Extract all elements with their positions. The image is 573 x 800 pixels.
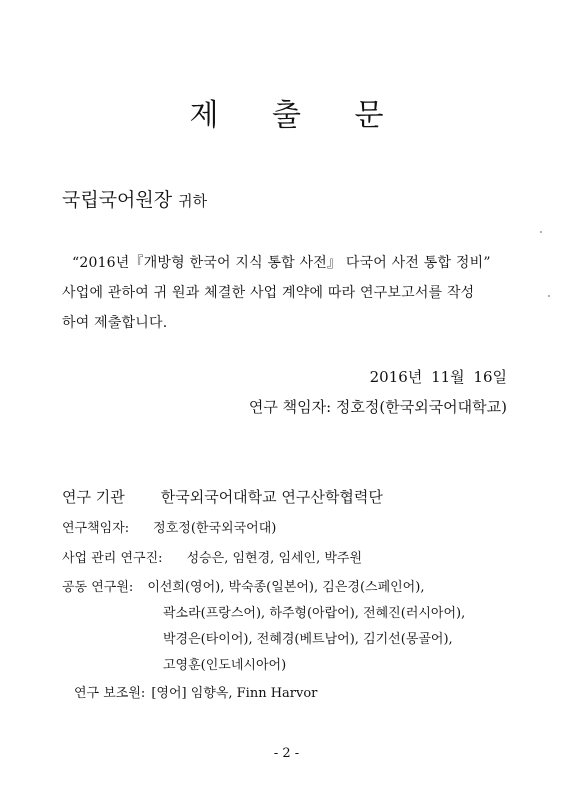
body-line-2: 사업에 관하여 귀 원과 체결한 사업 계약에 따라 연구보고서를 작성	[62, 285, 475, 301]
organization-row	[62, 486, 383, 507]
assistants-row	[74, 682, 317, 701]
document-title: 제 출 문	[189, 98, 406, 133]
co-researchers-label: 공동 연구원:	[62, 580, 134, 595]
assistants-value: [영어] 임향옥, Finn Harvor	[151, 686, 318, 701]
management-row	[62, 547, 362, 566]
research-director: 연구 책임자: 정호정(한국외국어대학교)	[248, 398, 507, 416]
co-researchers-line-1: 이선희(영어), 박숙종(일본어), 김은경(스페인어),	[147, 580, 425, 595]
organization-label: 연구 기관	[62, 488, 125, 506]
co-researchers-row	[62, 576, 424, 595]
lead-researcher-row	[62, 517, 276, 536]
scan-speck	[540, 231, 542, 233]
page-number: - 2 -	[273, 746, 300, 761]
co-researchers-line-3: 박경은(타이어), 전혜경(베트남어), 김기선(몽골어),	[163, 632, 453, 647]
management-value: 성승은, 임현경, 임세인, 박주원	[186, 551, 363, 566]
management-label: 사업 관리 연구진:	[62, 551, 163, 566]
co-researchers-line-4: 고영훈(인도네시아어)	[163, 658, 287, 673]
addressee-suffix: 귀하	[178, 192, 208, 210]
assistants-label: 연구 보조원:	[74, 686, 146, 701]
submission-date: 2016년 11월 16일	[369, 368, 507, 386]
addressee-name: 국립국어원장	[62, 189, 173, 211]
lead-researcher-value: 정호정(한국외국어대)	[153, 521, 277, 536]
scan-speck	[548, 295, 550, 297]
lead-researcher-label: 연구책임자:	[62, 521, 130, 536]
body-line-3: 하여 제출합니다.	[62, 315, 168, 331]
co-researchers-line-2: 곽소라(프랑스어), 하주형(아랍어), 전혜진(러시아어),	[163, 606, 466, 621]
organization-value: 한국외국어대학교 연구산학협력단	[160, 488, 383, 506]
addressee	[62, 185, 207, 212]
body-line-1: “2016년『개방형 한국어 지식 통합 사전』 다국어 사전 통합 정비”	[72, 255, 491, 271]
